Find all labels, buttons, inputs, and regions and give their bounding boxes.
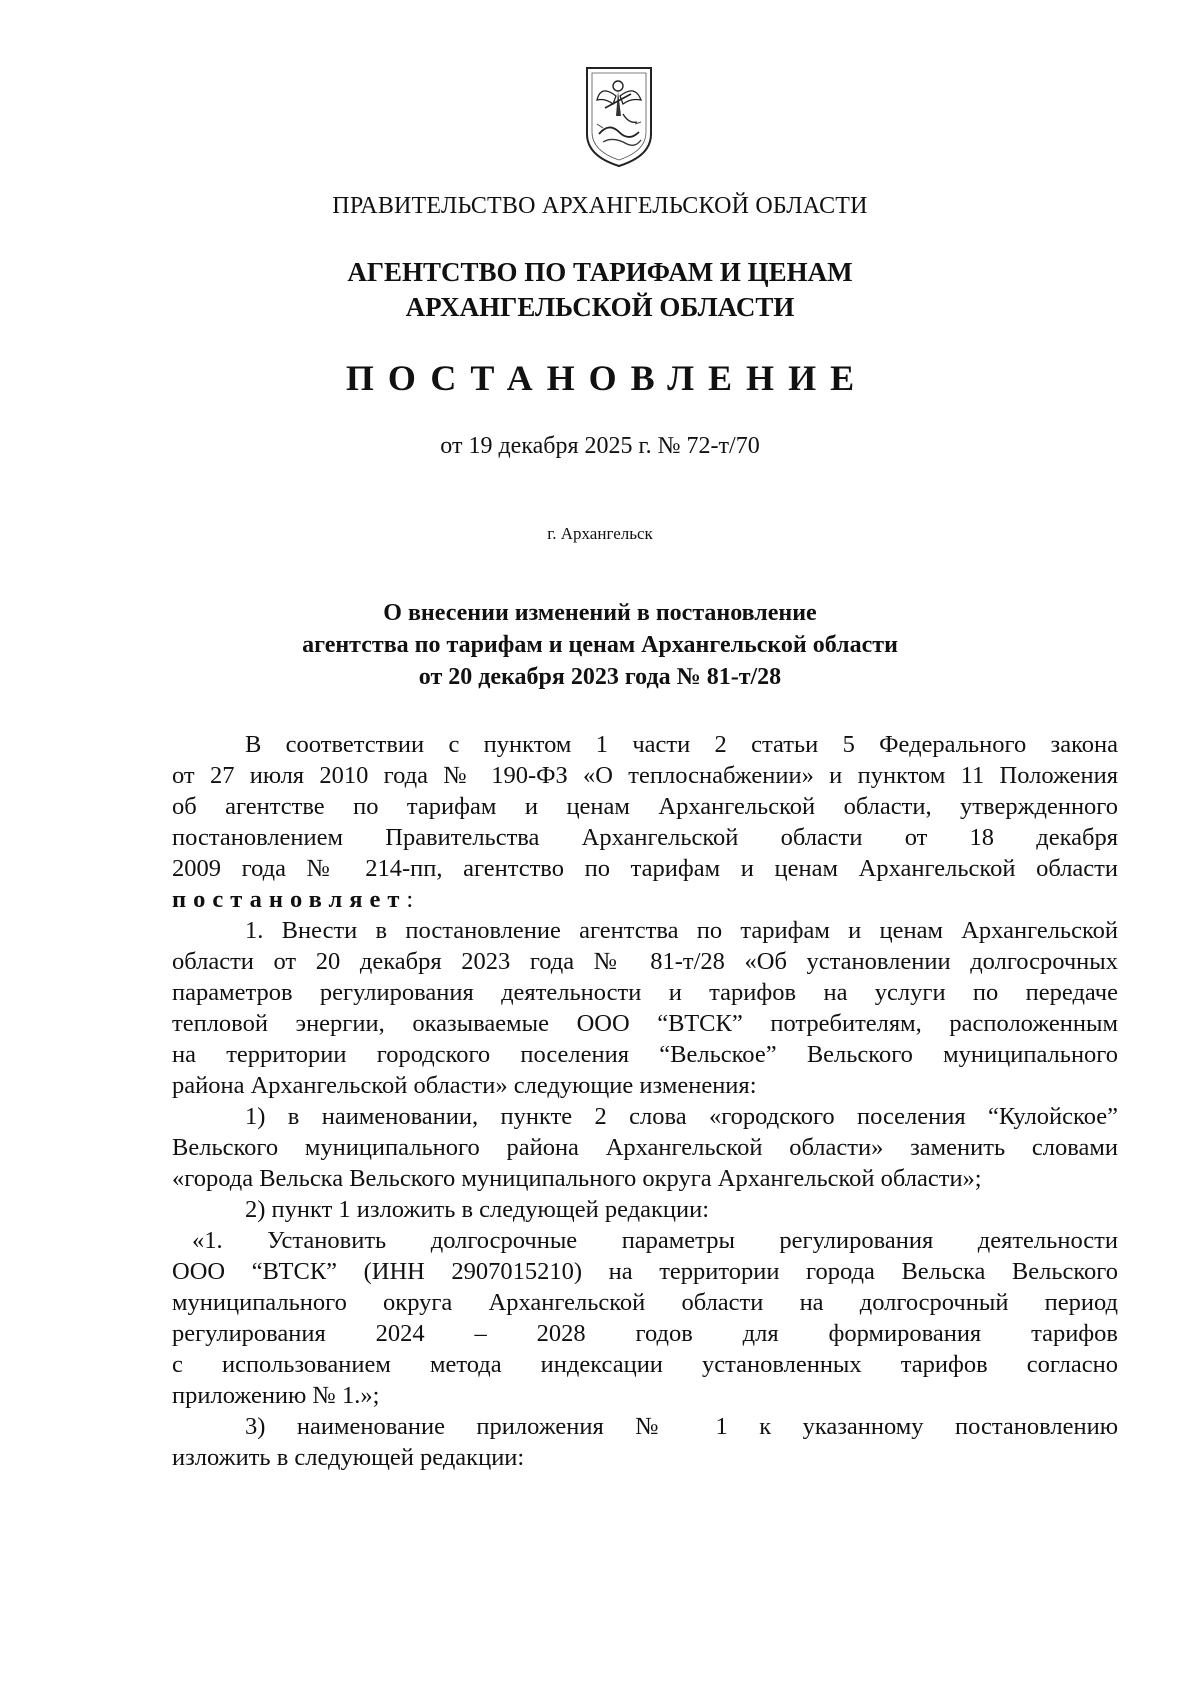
body-line: 2) пункт 1 изложить в следующей редакции:: [245, 1196, 710, 1223]
body-line: параметров регулирования деятельности и тарифов на услуги по передаче: [172, 979, 1118, 1006]
resolves-word: постановляет: [172, 886, 407, 913]
document-title-line3: от 20 декабря 2023 года № 81-т/28: [418, 664, 782, 690]
body-line: от 27 июля 2010 года № 190-ФЗ «О теплоснабжении» и пунктом 11 Положения: [172, 762, 1118, 789]
document-body: [172, 729, 1118, 1473]
body-line: «города Вельска Вельского муниципального округа Архангельской области»;: [172, 1165, 982, 1192]
body-line: 2009 года № 214-пп, агентство по тарифам и ценам Архангельской области: [172, 855, 1118, 882]
body-line: 1) в наименовании, пункте 2 слова «городского поселения “Кулойское”: [245, 1103, 1118, 1130]
body-line: В соответствии с пунктом 1 части 2 статьи 5 Федерального закона: [245, 731, 1118, 758]
body-line: района Архангельской области» следующие изменения:: [172, 1072, 757, 1099]
document-title-line1: О внесении изменений в постановление: [383, 600, 817, 626]
body-line: постановлением Правительства Архангельской области от 18 декабря: [172, 824, 1118, 851]
document-type: ПОСТАНОВЛЕНИЕ: [345, 358, 869, 398]
body-line: изложить в следующей редакции:: [172, 1444, 525, 1471]
body-line: с использованием метода индексации установленных тарифов согласно: [172, 1351, 1118, 1378]
agency-name-line2: АРХАНГЕЛЬСКОЙ ОБЛАСТИ: [405, 292, 795, 322]
resolves-colon: :: [406, 886, 414, 913]
body-line: муниципального округа Архангельской области на долгосрочный период: [172, 1289, 1118, 1316]
body-line: 3) наименование приложения № 1 к указанному постановлению: [245, 1413, 1118, 1440]
body-line: Вельского муниципального района Архангельской области» заменить словами: [172, 1134, 1118, 1161]
body-line: области от 20 декабря 2023 года № 81-т/28 «Об установлении долгосрочных: [172, 948, 1118, 975]
body-line: на территории городского поселения “Вельское” Вельского муниципального: [172, 1041, 1118, 1068]
body-line: ООО “ВТСК” (ИНН 2907015210) на территории города Вельска Вельского: [172, 1258, 1118, 1285]
body-line-resolves: [172, 884, 1118, 915]
body-line: регулирования 2024 – 2028 годов для формирования тарифов: [172, 1320, 1118, 1347]
document-city: г. Архангельск: [547, 524, 653, 543]
government-name: ПРАВИТЕЛЬСТВО АРХАНГЕЛЬСКОЙ ОБЛАСТИ: [332, 193, 868, 219]
body-line: об агентстве по тарифам и ценам Архангельской области, утвержденного: [172, 793, 1118, 820]
coat-of-arms-emblem: [583, 64, 655, 170]
document-title-line2: агентства по тарифам и ценам Архангельской области: [302, 632, 898, 658]
agency-name-line1: АГЕНТСТВО ПО ТАРИФАМ И ЦЕНАМ: [347, 257, 853, 287]
body-line: тепловой энергии, оказываемые ООО “ВТСК” потребителям, расположенным: [172, 1010, 1118, 1037]
body-line: приложению № 1.»;: [172, 1382, 380, 1409]
document-date-number: от 19 декабря 2025 г. № 72-т/70: [440, 433, 760, 459]
body-line: «1. Установить долгосрочные параметры регулирования деятельности: [192, 1227, 1118, 1254]
body-line: 1. Внести в постановление агентства по тарифам и ценам Архангельской: [245, 917, 1118, 944]
